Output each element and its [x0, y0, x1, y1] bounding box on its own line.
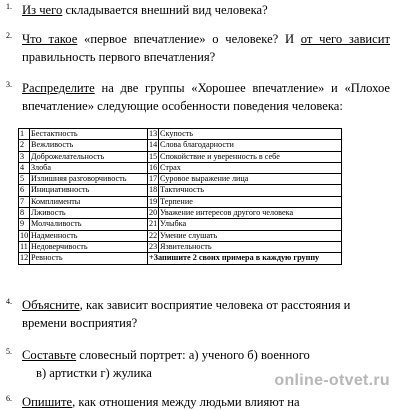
- trait-number: 12: [20, 253, 29, 263]
- question-number: 6.: [6, 394, 12, 403]
- question-text: «первое впечатление» о человеке? И: [77, 32, 301, 46]
- trait-name: Улыбка: [159, 219, 342, 230]
- question-keyword: Из чего: [22, 3, 63, 17]
- trait-number: 15: [149, 151, 158, 161]
- question-6: [6, 393, 390, 411]
- trait-name: Вежливость: [30, 140, 148, 151]
- trait-name: Лживость: [30, 208, 148, 219]
- question-3: [6, 79, 390, 115]
- question-number: 4.: [6, 297, 12, 306]
- trait-name: Слова благодарности: [159, 140, 342, 151]
- trait-name: Язвительность: [159, 241, 342, 252]
- table-instruction: +Запишите 2 своих примера в каждую группу: [148, 253, 342, 264]
- trait-name: Комплименты: [30, 196, 148, 207]
- trait-number: 23: [149, 241, 158, 251]
- question-keyword: Распределите: [22, 81, 95, 95]
- question-text-2: правильность первого впечатления?: [22, 50, 216, 64]
- trait-name: Спокойствие и уверенность в себе: [159, 151, 342, 162]
- trait-number: 4: [19, 162, 30, 173]
- question-text: складывается внешний вид человека?: [62, 3, 268, 17]
- trait-name: Недоверчивость: [30, 241, 148, 252]
- table-row: [19, 162, 342, 173]
- question-number: 5.: [6, 347, 12, 356]
- trait-number: 16: [149, 162, 158, 172]
- trait-number: 18: [149, 185, 158, 195]
- trait-number: 9: [19, 219, 30, 230]
- trait-name: Терпение: [159, 196, 342, 207]
- trait-name: Умение слушать: [159, 230, 342, 241]
- trait-name: Злоба: [30, 162, 148, 173]
- table-row: [19, 219, 342, 230]
- trait-number: 14: [149, 140, 158, 150]
- trait-number: 6: [19, 185, 30, 196]
- trait-number: 5: [19, 174, 30, 185]
- question-keyword-2: от чего зависит: [300, 32, 391, 46]
- table-row: [19, 241, 342, 252]
- trait-name: Суровое выражение лица: [159, 174, 342, 185]
- site-watermark: online-otvet.ru: [274, 372, 390, 389]
- trait-name: Скупость: [159, 129, 342, 140]
- question-text: словесный портрет: а) ученого б) военного: [76, 348, 310, 362]
- trait-number: 7: [19, 196, 30, 207]
- trait-name: Уважение интересов другого человека: [159, 208, 342, 219]
- question-1: [6, 1, 390, 19]
- table-row: [19, 253, 342, 264]
- question-keyword: Составьте: [22, 348, 77, 362]
- table-row: [19, 185, 342, 196]
- table-row: [19, 151, 342, 162]
- trait-number: 8: [19, 208, 30, 219]
- table-row: [19, 129, 342, 140]
- trait-name: Бестактность: [30, 129, 148, 140]
- traits-table: [18, 128, 342, 265]
- trait-number: 22: [149, 230, 158, 240]
- question-2: [6, 30, 391, 66]
- question-text: на две группы «Хорошее впечатление» и «Плохое впечатление» следующие особенности поведения человека:: [22, 81, 390, 113]
- trait-name: Молчаливость: [30, 219, 148, 230]
- trait-number: 13: [149, 129, 158, 138]
- trait-name: Надменность: [30, 230, 148, 241]
- trait-number: 19: [149, 196, 158, 206]
- trait-number: 17: [149, 174, 158, 184]
- table-row: [19, 174, 342, 185]
- table-row: [19, 230, 342, 241]
- question-number: 1.: [6, 2, 12, 11]
- question-text: , как отношения между людьми влияют на: [72, 395, 300, 409]
- trait-name: Доброжелательность: [30, 151, 148, 162]
- question-number: 2.: [6, 31, 12, 40]
- trait-number: 11: [20, 241, 28, 251]
- trait-number: 20: [149, 208, 158, 218]
- question-4: [6, 296, 390, 332]
- question-keyword: Что такое: [22, 32, 78, 46]
- table-row: [19, 140, 342, 151]
- trait-name: Излишняя разговорчивость: [30, 174, 148, 185]
- table-row: [19, 208, 342, 219]
- trait-name: Ревность: [30, 253, 148, 264]
- question-text-line-2: в) артистки г) жулика: [36, 366, 152, 380]
- question-text: , как зависит восприятие человека от расстояния и времени восприятия?: [22, 298, 351, 330]
- trait-number: 21: [149, 219, 158, 229]
- trait-number: 2: [19, 140, 30, 151]
- trait-number: 1: [19, 129, 30, 140]
- question-number: 3.: [6, 80, 12, 89]
- trait-number: 10: [20, 230, 29, 240]
- question-keyword: Объясните: [22, 298, 80, 312]
- table-row: [19, 196, 342, 207]
- question-keyword: Опишите: [22, 395, 73, 409]
- trait-name: Страх: [159, 162, 342, 173]
- trait-name: Тактичность: [159, 185, 342, 196]
- trait-number: 3: [19, 151, 30, 162]
- trait-name: Инициативность: [30, 185, 148, 196]
